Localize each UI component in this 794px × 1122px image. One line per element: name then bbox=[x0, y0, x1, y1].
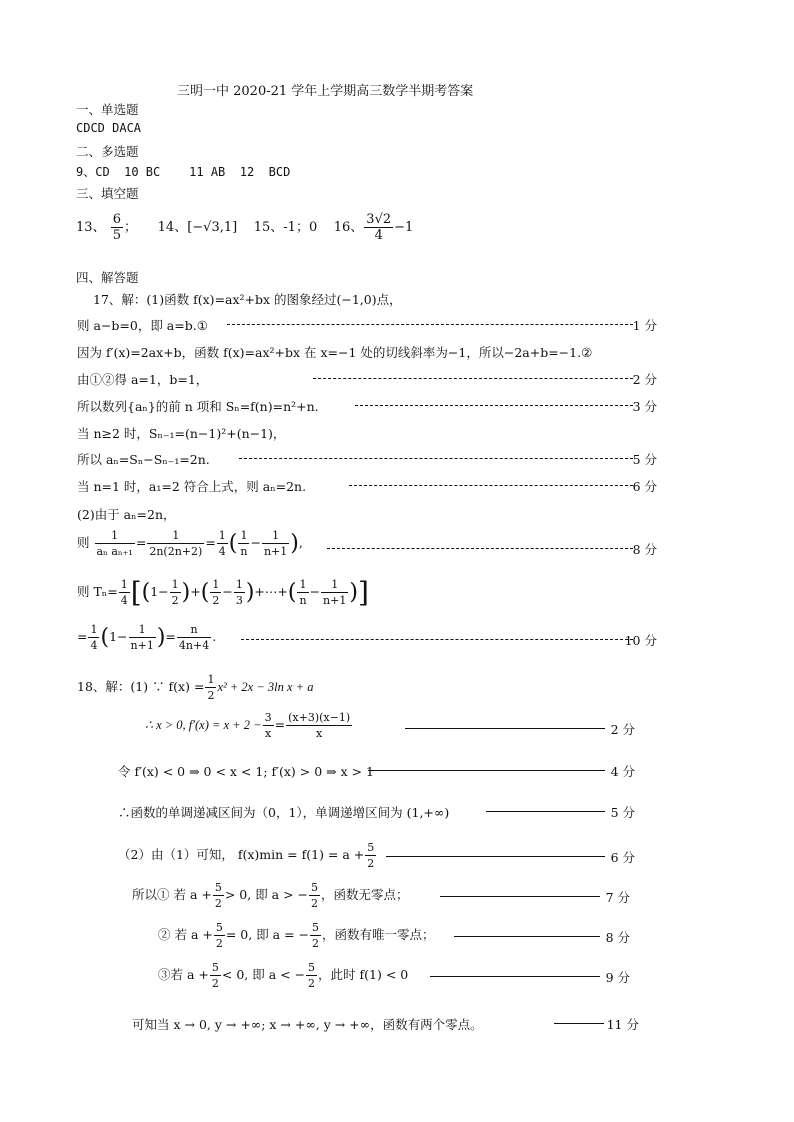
p17-line2: 则 a−b=0，即 a=b.① 1 分 bbox=[77, 318, 657, 333]
section-fill-blank: 三、填空题 bbox=[76, 186, 139, 201]
p18-line1: 18、解：(1) ∵ f(x) = $\frac{1}{2}$ x² + 2x − 3ln x + a bbox=[77, 673, 314, 702]
p17-line7: 所以 aₙ=Sₙ−Sₙ₋₁=2n. 5 分 bbox=[77, 452, 657, 467]
page-title: 三明一中 2020-21 学年上学期高三数学半期考答案 bbox=[177, 84, 474, 99]
section-single-choice: 一、单选题 bbox=[76, 102, 139, 117]
p18-line2: ∴ x > 0, f′(x) = x + 2 − $\frac{3}{x}$ = $\frac{(x+3)(x-1)}{x}$ 2 分 bbox=[145, 711, 635, 740]
section-solutions: 四、解答题 bbox=[76, 270, 139, 285]
p18-line8: ③若 a + $\frac{5}{2}$ < 0, 即 a < − $\frac{5}{2}$ ，此时 f(1) < 0 9 分 bbox=[158, 961, 630, 990]
q16-fraction: $\frac{3√2}{4}$ bbox=[366, 212, 392, 243]
p17-line3: 因为 f′(x)=2ax+b，函数 f(x)=ax²+bx 在 x=−1 处的切线斜率为−1，所以−2a+b=−1.② bbox=[77, 345, 593, 360]
p17-line11: 则 Tₙ= $\frac{1}{4}$ [(1− $\frac{1}{2}$ )+( $\frac{1}{2}$ − $\frac{1}{3}$ )+⋯+( $\frac{1}{n}$ − $\frac{1}{n+1}$ )] bbox=[77, 576, 369, 609]
q15-answer: 15、-1；0 bbox=[253, 220, 318, 235]
p18-line3: 令 f′(x) < 0 ⇒ 0 < x < 1; f′(x) > 0 ⇒ x > 1 4 分 bbox=[118, 764, 635, 779]
p17-line9: (2)由于 aₙ=2n， bbox=[77, 507, 176, 522]
p17-line12: = $\frac{1}{4}$ (1− $\frac{1}{n+1}$ )= $\frac{n}{4n+4}$ . 10 分 bbox=[77, 623, 657, 652]
p17-line1: 17、解：(1)函数 f(x)=ax²+bx 的图象经过(−1,0)点， bbox=[93, 292, 402, 307]
q14-answer: 14、[−√3,1] bbox=[157, 220, 238, 235]
q16-tail: −1 bbox=[394, 220, 414, 235]
fill-answers bbox=[76, 212, 413, 243]
p17-line10: 则 $\frac{1}{\text{aₙ aₙ₊₁}}$ = $\frac{1}{2n(2n+2)}$ = $\frac{1}{4}$ ( $\frac{1}{n}$ − $\frac{1}{n+1}$ ), 8 分 bbox=[77, 529, 657, 558]
p18-line9: 可知当 x → 0, y → +∞; x → +∞, y → +∞，函数有两个零点。 11 分 bbox=[132, 1017, 639, 1032]
p18-line6: 所以① 若 a + $\frac{5}{2}$ > 0, 即 a > − $\frac{5}{2}$ ，函数无零点； 7 分 bbox=[132, 881, 630, 910]
single-choice-answers: CDCD DACA bbox=[76, 121, 142, 135]
p17-line6: 当 n≥2 时，Sₙ₋₁=(n−1)²+(n−1)， bbox=[77, 426, 286, 441]
p18-line7: ② 若 a + $\frac{5}{2}$ = 0, 即 a = − $\frac{5}{2}$ ，函数有唯一零点； 8 分 bbox=[158, 921, 630, 950]
section-multi-choice: 二、多选题 bbox=[76, 144, 139, 159]
p17-line4: 由①②得 a=1，b=1， 2 分 bbox=[77, 372, 657, 387]
q13-tail: ； bbox=[123, 220, 137, 235]
p17-line5: 所以数列{aₙ}的前 n 项和 Sₙ=f(n)=n²+n. 3 分 bbox=[77, 399, 657, 414]
q13-label: 13、 bbox=[76, 220, 106, 235]
q13-fraction: $\frac{6}{5}$ bbox=[112, 212, 121, 243]
q16-label: 16、 bbox=[333, 220, 364, 235]
p18-line4: ∴函数的单调递减区间为（0，1），单调递增区间为 (1,+∞) 5 分 bbox=[118, 805, 635, 820]
multi-choice-answers: 9、CD 10 BC 11 AB 12 BCD bbox=[76, 165, 291, 179]
p17-line8: 当 n=1 时，a₁=2 符合上式，则 aₙ=2n. 6 分 bbox=[77, 479, 657, 494]
p18-line5: （2）由（1）可知， f(x)min = f(1) = a + $\frac{5}{2}$ 6 分 bbox=[118, 841, 635, 870]
